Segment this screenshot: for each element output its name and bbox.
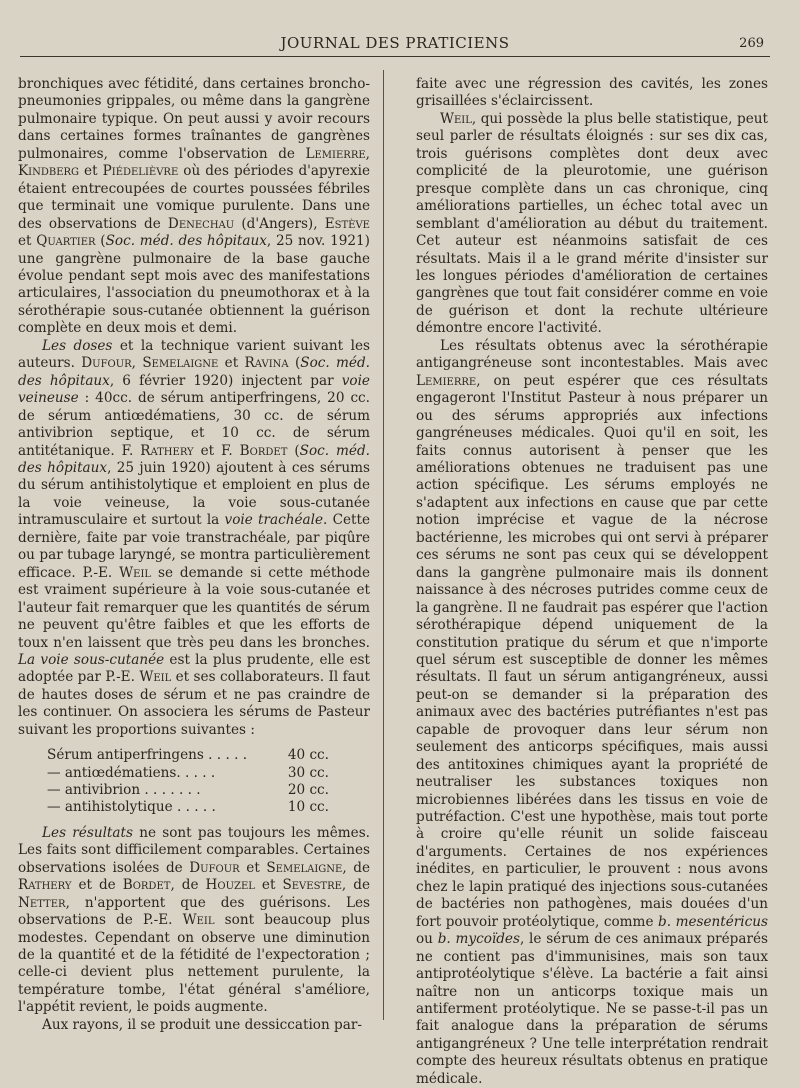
paragraph: Les doses et la technique varient suivant les auteurs. Dufour, Semelaigne et Ravina (Soc. méd. des hôpitaux, 6 février 1920) injectent par voie veineuse : 40cc. de sérum antiperfringens, 20 cc. de sérum antiœdématiens, 30 cc. de sérum antivibrion septique, et 10 cc. de sérum antitétanique. F. Rathery et F. Bordet (Soc. méd. des hôpitaux, 25 juin 1920) ajoutent à ces sérums du sérum antihistolytique et emploient en plus de la voie veineuse, la voie sous-cutanée intramusculaire et surtout la voie trachéale. Cette dernière, faite par voie transtrachéale, par piqûre ou par tubage laryngé, se montra particulièrement efficace. P.-E. Weil se demande si cette méthode est vraiment supérieure à la voie sous-cutanée et l'auteur fait remarquer que les quantités de sérum ne peuvent qu'être faibles et que les efforts de toux n'en laissent que très peu dans les bronches. La voie sous-cutanée est la plus prudente, elle est adoptée par P.-E. Weil et ses collaborateurs. Il faut de hautes doses de sérum et ne pas craindre de les continuer. On associera les sérums de Pasteur suivant les proportions suivantes : xyxy=(18,337,371,738)
paragraph: Les résultats obtenus avec la sérothérapie antigangréneuse sont incontestables. Mais avec Lemierre, on peut espérer que ces résultats engageront l'Institut Pasteur à nous préparer un ou des sérums appropriés aux infections gangréneuses médicales. Quoi qu'il en soit, les faits connus autorisent à penser que les améliorations obtenues ne traduisent pas une action spécifique. Les sérums employés ne s'adaptent aux infections en cause que par cette notion imprécise et vague de la nécrose bactérienne, les microbes qui ont servi à préparer ces sérums ne sont pas ceux qui se développent dans la gangrène pulmonaire mais ils donnent naissance à des nécroses putrides comme ceux de la gangrène. Il ne faudrait pas espérer que l'action sérothérapique dépend uniquement de la constitution pratique du sérum et que n'importe quel sérum est susceptible de donner les mêmes résultats. Il faut un sérum antigangréneux, aussi peut-on se demander si la préparation des animaux avec des bactéries putréfiantes n'est pas capable de provoquer dans leur sérum non seulement des anticorps spécifiques, mais aussi des antitoxines chimiques ayant la propriété de neutraliser les substances toxiques non microbiennes libérées dans les tissus en voie de putréfaction. C'est une hypothèse, mais tout porte à croire qu'elle réunit un solide faisceau d'arguments. Certaines de nos expériences inédites, en particulier, le prouvent : nous avons chez le lapin pratiqué des injections sous-cutanées de bactéries non pathogènes, mais douées d'un fort pouvoir protéolytique, comme b. mesentéricus ou b. mycoïdes, le sérum de ces animaux préparés ne contient pas d'immunisines, mais son taux antiprotéolytique s'élève. La bactérie a fait ainsi naître non un anticorps toxique mais un antiferment protéolytique. Ne se passe-t-il pas un fait analogue dans la préparation de sérums antigangréneux ? Une telle interprétation rendrait compte des heureux résultats obtenus en pratique médicale. xyxy=(416,337,768,1087)
paragraph: faite avec une régression des cavités, les zones grisaillées s'éclaircissent. xyxy=(416,76,768,110)
table-row: — antihistolytique . . . . . 10 cc. xyxy=(47,799,329,816)
paragraph: Les résultats ne sont pas toujours les mêmes. Les faits sont difficilement comparables. Certaines observations isolées de Dufour et Semelaigne, de Rathery et de Bordet, de Houzel et Sevestre, de Netter, n'apportent que des guérisons. Les observations de P.-E. Weil sont beaucoup plus modestes. Cependant on observe une diminution de la quantité et de la fétidité de l'expectoration ; celle-ci devient plus nettement purulente, la température tombe, l'état général s'améliore, l'appétit revient, le poids augmente. xyxy=(18,824,371,1016)
left-column xyxy=(18,76,370,1034)
right-column xyxy=(416,76,768,1088)
table-row: Sérum antiperfringens . . . . . 40 cc. xyxy=(47,747,329,764)
page-number: 269 xyxy=(739,36,764,51)
serum-proportions-table xyxy=(47,747,329,817)
table-row: — antivibrion . . . . . . . 20 cc. xyxy=(47,782,329,799)
table-row: — antiœdématiens. . . . . 30 cc. xyxy=(47,764,329,781)
journal-title: JOURNAL DES PRATICIENS xyxy=(280,34,510,52)
column-divider xyxy=(383,70,384,1020)
paragraph: bronchiques avec fétidité, dans certaines broncho-pneumonies grippales, ou même dans la gangrène pulmonaire typique. On peut aussi y avoir recours dans certaines formes traînantes de gangrènes pulmonaires, comme l'observation de Lemierre, Kindberg et Piédelièvre où des périodes d'apyrexie étaient entrecoupées de courtes poussées fébriles que terminait une vomique purulente. Dans une des observations de Denechau (d'Angers), Estève et Quartier (Soc. méd. des hôpitaux, 25 nov. 1921) une gangrène pulmonaire de la base gauche évolue pendant sept mois avec des manifestations articulaires, l'association du pneumothorax et à la sérothérapie sous-cutanée obtiennent la guérison complète en deux mois et demi. xyxy=(18,76,370,337)
paragraph: Weil, qui possède la plus belle statistique, peut seul parler de résultats éloignés : sur ses dix cas, trois guérisons complètes dont deux avec complicité de la pleurotomie, une guérison presque complète dans un cas chronique, cinq améliorations partielles, un échec total avec un semblant d'amélioration au début du traitement. Cet auteur est néanmoins satisfait de ces résultats. Mais il a le grand mérite d'insister sur les longues périodes d'amélioration de certaines gangrènes que tout fait considérer comme en voie de guérison et dont la rechute ultérieure démontre encore l'activité. xyxy=(416,110,768,337)
page-header xyxy=(20,34,770,57)
paragraph: Aux rayons, il se produit une dessiccation par- xyxy=(42,1016,362,1033)
